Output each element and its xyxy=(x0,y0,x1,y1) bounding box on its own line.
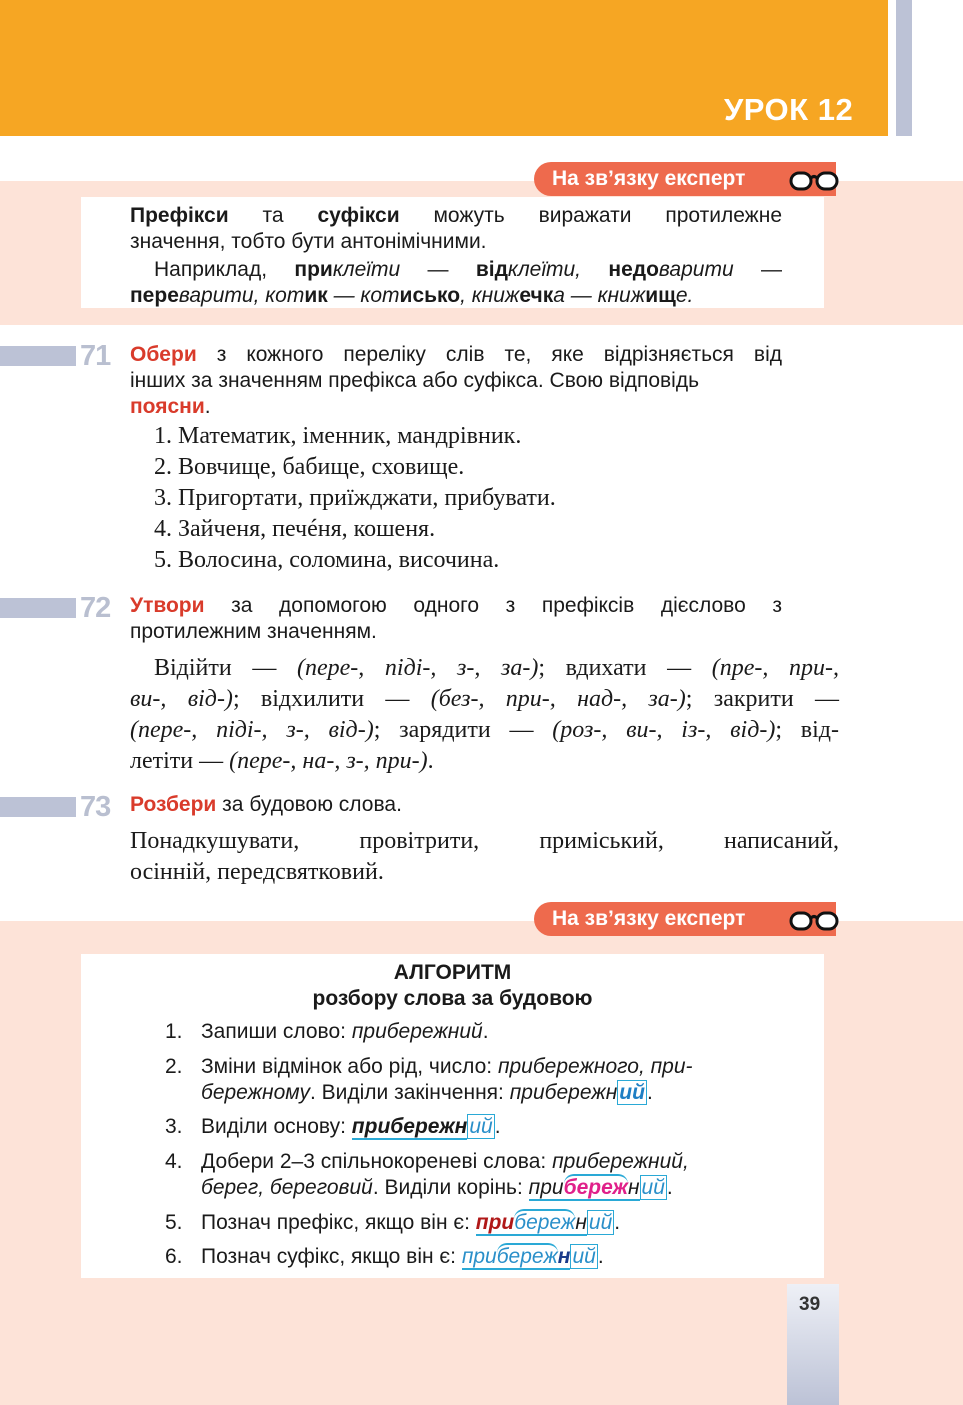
glasses-icon xyxy=(786,906,842,936)
ex72-text-4: летіти — (пере-, на-, з-, при-). xyxy=(130,748,434,774)
expert-tag-label-1: На зв’язку експерт xyxy=(552,167,746,190)
ex71-item-3: 3. Пригортати, приїжджати, прибувати. xyxy=(154,485,556,511)
algorithm-title: АЛГОРИТМ xyxy=(393,961,512,984)
glasses-icon xyxy=(786,166,842,196)
exercise-number-71: 71 xyxy=(80,340,111,372)
lesson-title: УРОК 12 xyxy=(724,92,854,127)
expert1-line1: Префікси та суфікси можуть виражати протилежне xyxy=(130,204,782,227)
expert1-line4: переварити, котик — котисько, книжечка — книжище. xyxy=(130,284,694,307)
page-number: 39 xyxy=(799,1294,821,1315)
ex71-line1: Обери з кожного переліку слів те, яке відрізняється від xyxy=(130,343,782,366)
ex71-item-5: 5. Волосина, соломина, височина. xyxy=(154,547,500,573)
ex71-item-1: 1. Математик, іменник, мандрівник. xyxy=(154,423,522,449)
ex72-line2: протилежним значенням. xyxy=(130,620,377,643)
ex73-text-2: осінній, передсвятковий. xyxy=(130,859,384,885)
header-stripe xyxy=(896,0,912,136)
exercise-bar-72 xyxy=(0,598,76,618)
ex71-line3: поясни. xyxy=(130,395,211,418)
expert1-line3: Наприклад, приклеїти — відклеїти, недоварити — xyxy=(154,258,782,281)
ex71-item-4: 4. Зайченя, печéня, кошеня. xyxy=(154,516,436,542)
ex71-item-2: 2. Вовчище, бабище, сховище. xyxy=(154,454,465,480)
algorithm-subtitle: розбору слова за будовою xyxy=(312,987,593,1010)
ex73-text-1: Понадкушувати, провітрити, приміський, написаний, xyxy=(130,828,839,854)
expert1-line2: значення, тобто бути антонімічними. xyxy=(130,230,487,253)
exercise-number-73: 73 xyxy=(80,791,111,823)
ex71-line2: інших за значенням префікса або суфікса. Свою відповідь xyxy=(130,369,700,392)
ex72-text-2: ви-, від-); відхилити — (без-, при-, над-, за-); закрити — xyxy=(130,686,840,712)
exercise-bar-71 xyxy=(0,346,76,366)
exercise-number-72: 72 xyxy=(80,592,111,624)
ex72-line1: Утвори за допомогою одного з префіксів дієслово з xyxy=(130,594,782,617)
expert-tag-label-2: На зв’язку експерт xyxy=(552,907,746,930)
ex72-text-1: Відійти — (пере-, піді-, з-, за-); вдихати — (пре-, при-, xyxy=(154,655,839,681)
ex73-line1: Розбери за будовою слова. xyxy=(130,793,402,816)
ex72-text-3: (пере-, піді-, з-, від-); зарядити — (роз-, ви-, із-, від-); від- xyxy=(130,717,839,743)
exercise-bar-73 xyxy=(0,797,76,817)
